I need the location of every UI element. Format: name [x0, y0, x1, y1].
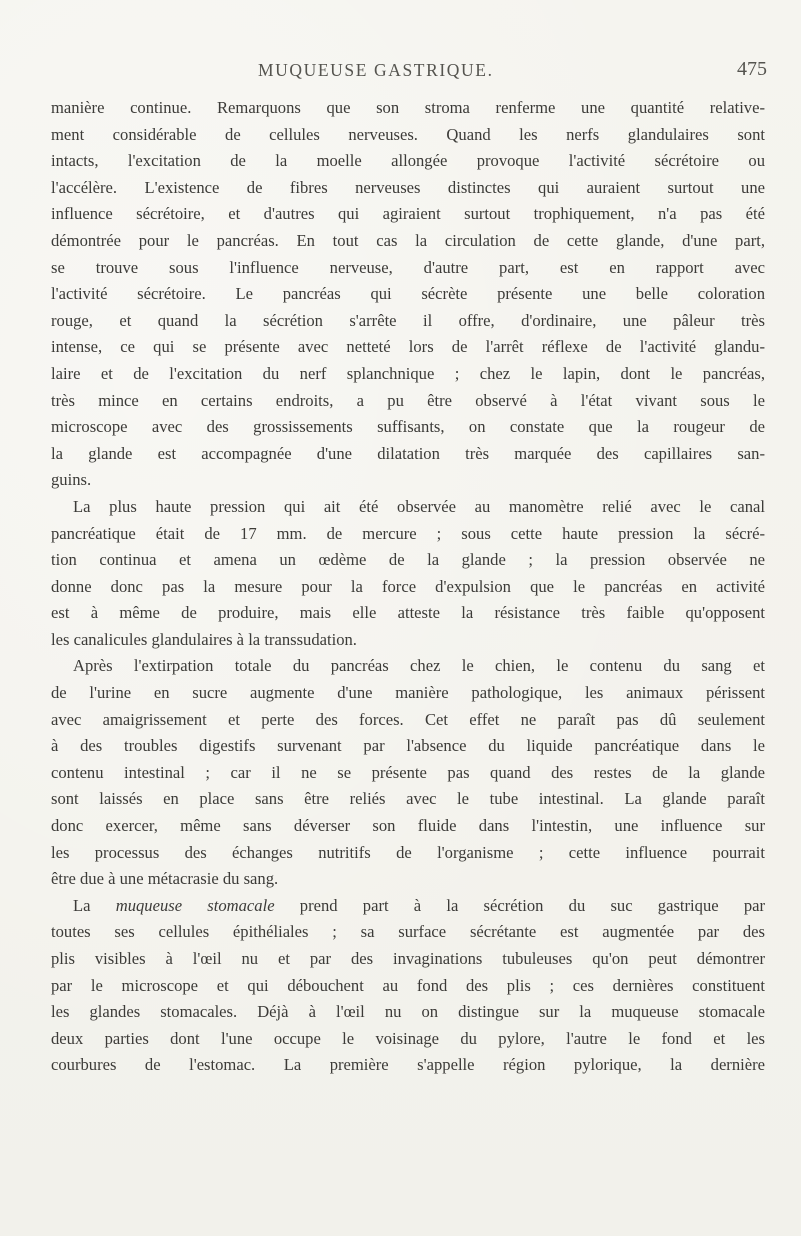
running-head — [0, 60, 801, 90]
body-text — [51, 95, 765, 1079]
text-line-with-term — [51, 893, 765, 920]
text-line: microscope avec des grossissements suffisants, on constate que la rougeur de — [51, 417, 765, 437]
text-line: par le microscope et qui débouchent au fond des plis ; ces dernières constituent — [51, 975, 765, 995]
text-line: intacts, l'excitation de la moelle allongée provoque l'activité sécrétoire ou — [51, 151, 765, 171]
text-line: Après l'extirpation totale du pancréas chez le chien, le contenu du sang et — [73, 656, 765, 676]
text-line: se trouve sous l'influence nerveuse, d'autre part, est en rapport avec — [51, 257, 765, 277]
text-line: manière continue. Remarquons que son stroma renferme une quantité relative- — [51, 98, 765, 117]
text-line: pancréatique était de 17 mm. de mercure ; sous cette haute pression la sécré- — [51, 523, 765, 543]
text-line: donc exercer, même sans déverser son fluide dans l'intestin, une influence sur — [51, 816, 765, 836]
text-line: laire et de l'excitation du nerf splanchnique ; chez le lapin, dont le pancréas, — [51, 363, 765, 383]
running-title: MUQUEUSE GASTRIQUE. — [258, 60, 494, 80]
text-line: La plus haute pression qui ait été observée au manomètre relié avec le canal — [73, 496, 765, 516]
text-line: à des troubles digestifs survenant par l'absence du liquide pancréatique dans le — [51, 736, 765, 756]
text-line: tion continua et amena un œdème de la glande ; la pression observée ne — [51, 550, 765, 570]
italic-term: muqueuse stomacale — [115, 895, 275, 915]
text-line: intense, ce qui se présente avec netteté lors de l'arrêt réflexe de l'activité glandu- — [51, 337, 765, 357]
text-line: contenu intestinal ; car il ne se présente pas quand des restes de la glande — [51, 762, 765, 782]
text-line: est à même de produire, mais elle atteste la résistance très faible qu'opposent — [51, 603, 765, 623]
text-line: l'activité sécrétoire. Le pancréas qui sécrète présente une belle coloration — [51, 284, 765, 304]
text-line: être due à une métacrasie du sang. — [51, 869, 279, 889]
text-line: l'accélère. L'existence de fibres nerveuses distinctes qui auraient surtout une — [51, 177, 765, 197]
text-line: deux parties dont l'une occupe le voisinage du pylore, l'autre le fond et les — [51, 1028, 765, 1048]
text-line: toutes ses cellules épithéliales ; sa surface sécrétante est augmentée par des — [51, 922, 765, 942]
page-number: 475 — [737, 58, 767, 80]
text-line-rest: prend part à la sécrétion du suc gastrique par — [299, 895, 765, 915]
text-line: les processus des échanges nutritifs de l'organisme ; cette influence pourrait — [51, 842, 765, 862]
text-line: rouge, et quand la sécrétion s'arrête il offre, d'ordinaire, une pâleur très — [51, 310, 765, 330]
text-line: de l'urine en sucre augmente d'une manière pathologique, les animaux périssent — [51, 683, 765, 703]
text-line: ment considérable de cellules nerveuses. Quand les nerfs glandulaires sont — [51, 124, 765, 144]
italic-lead: La — [73, 895, 116, 915]
text-line: plis visibles à l'œil nu et par des invaginations tubuleuses qu'on peut démontrer — [51, 949, 765, 968]
text-line: guins. — [51, 470, 92, 490]
text-line: les canalicules glandulaires à la transsudation. — [51, 629, 357, 649]
text-line: donne donc pas la mesure pour la force d'expulsion que le pancréas en activité — [51, 576, 765, 596]
text-line: courbures de l'estomac. La première s'appelle région pylorique, la dernière — [51, 1055, 765, 1075]
text-line: sont laissés en place sans être reliés avec le tube intestinal. La glande paraît — [51, 789, 765, 809]
text-line: la glande est accompagnée d'une dilatation très marquée des capillaires san- — [51, 443, 765, 463]
text-line: avec amaigrissement et perte des forces. Cet effet ne paraît pas dû seulement — [51, 709, 765, 729]
text-line: très mince en certains endroits, a pu être observé à l'état vivant sous le — [51, 390, 765, 410]
text-line: les glandes stomacales. Déjà à l'œil nu on distingue sur la muqueuse stomacale — [51, 1002, 765, 1022]
text-line: démontrée pour le pancréas. En tout cas la circulation de cette glande, d'une part, — [51, 230, 765, 250]
text-line: influence sécrétoire, et d'autres qui agiraient surtout trophiquement, n'a pas été — [51, 204, 765, 224]
